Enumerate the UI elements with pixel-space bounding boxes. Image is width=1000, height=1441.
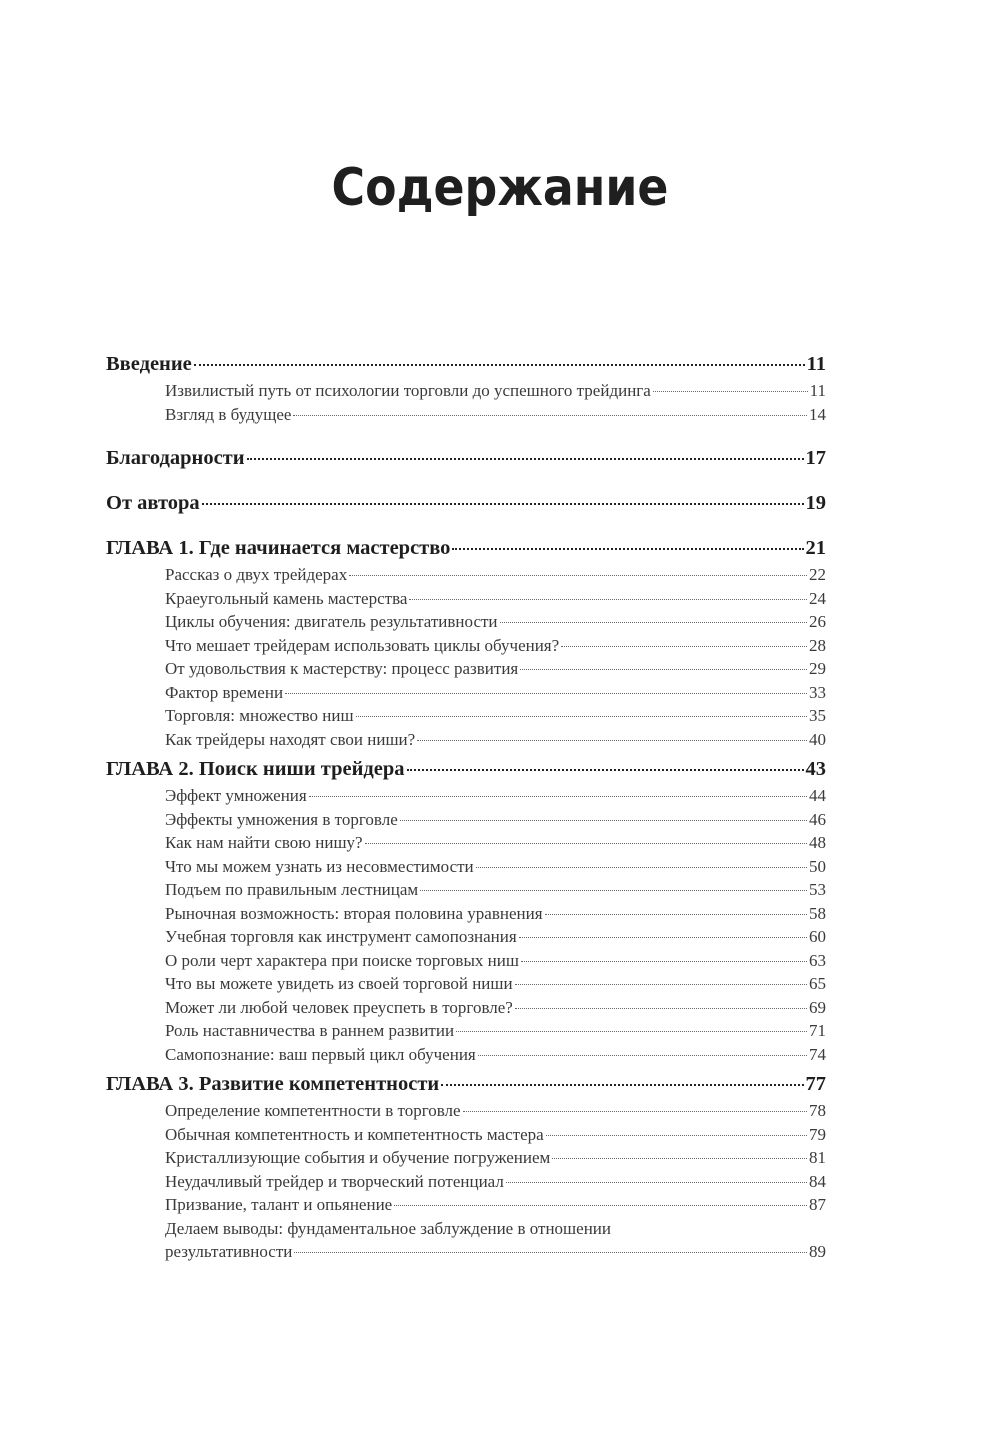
toc-entry-page: 63 — [809, 950, 826, 970]
dot-leader — [519, 937, 807, 938]
toc-entry-page: 19 — [805, 492, 826, 514]
toc-subentry[interactable] — [106, 379, 826, 403]
toc-entry-page: 69 — [809, 997, 826, 1017]
dot-leader — [309, 796, 807, 797]
toc-entry-page: 40 — [809, 729, 826, 749]
toc-entry-chapter-2[interactable] — [106, 755, 826, 784]
toc-entry-page: 14 — [809, 404, 826, 424]
toc-subentry[interactable] — [106, 563, 826, 587]
toc-entry-page: 43 — [805, 758, 826, 780]
toc-entry-page: 35 — [809, 706, 826, 725]
toc-subentry[interactable] — [106, 704, 826, 728]
dot-leader — [202, 503, 804, 505]
toc-entry-label: Извилистый путь от психологии торговли до успешного трейдинга — [165, 381, 651, 400]
dot-leader — [515, 1008, 807, 1009]
toc-subentry[interactable] — [106, 403, 826, 427]
dot-leader — [194, 364, 805, 366]
toc-entry-page: 89 — [809, 1242, 826, 1261]
toc-entry-label: Торговля: множество ниш — [165, 706, 354, 725]
dot-leader — [521, 961, 807, 962]
toc-entry-label: Эффект умножения — [165, 786, 307, 805]
toc-subentry[interactable] — [106, 878, 826, 902]
toc-entry-label: Роль наставничества в раннем развитии — [165, 1021, 455, 1040]
toc-entry-label: Может ли любой человек преуспеть в торговле? — [165, 997, 513, 1017]
toc-entry-label: результативности — [165, 1242, 293, 1261]
toc-entry-page: 65 — [809, 974, 826, 993]
toc-subentry[interactable] — [106, 784, 826, 808]
dot-leader — [561, 646, 807, 647]
toc-entry-page: 60 — [809, 927, 826, 946]
toc-subentry[interactable] — [106, 1193, 826, 1217]
dot-leader — [356, 716, 807, 717]
toc-subentry[interactable] — [106, 925, 826, 949]
toc-subentry[interactable] — [106, 831, 826, 855]
toc-entry-label: Делаем выводы: фундаментальное заблуждение в отношении — [165, 1218, 611, 1238]
toc-entry-from-author[interactable] — [106, 489, 826, 518]
toc-entry-page: 84 — [809, 1171, 826, 1191]
toc-entry-page: 26 — [809, 612, 826, 631]
toc-entry-page: 71 — [809, 1021, 826, 1040]
dot-leader — [456, 1031, 807, 1032]
toc-entry-acknowledgements[interactable] — [106, 444, 826, 473]
toc-entry-page: 58 — [809, 903, 826, 923]
toc-subentry[interactable] — [106, 610, 826, 634]
toc-entry-label: Что мы можем узнать из несовместимости — [165, 856, 474, 876]
toc-entry-label: Взгляд в будущее — [165, 404, 292, 424]
dot-leader — [545, 914, 807, 915]
toc-entry-label: Краеугольный камень мастерства — [165, 588, 408, 608]
toc-entry-label: Введение — [106, 353, 192, 375]
toc-subentry[interactable] — [106, 681, 826, 705]
toc-subentry[interactable] — [106, 808, 826, 832]
toc-subentry[interactable] — [106, 728, 826, 752]
toc-entry-label: Циклы обучения: двигатель результативности — [165, 612, 498, 631]
toc-entry-page: 44 — [809, 786, 826, 805]
dot-leader — [653, 391, 808, 392]
toc-subentry[interactable] — [106, 657, 826, 681]
toc-entry-page: 79 — [809, 1124, 826, 1144]
toc-entry-label: Рассказ о двух трейдерах — [165, 565, 348, 584]
dot-leader — [394, 1205, 807, 1206]
dot-leader — [400, 820, 807, 821]
toc-entry-label: Подъем по правильным лестницам — [165, 880, 419, 899]
dot-leader — [500, 622, 807, 623]
dot-leader — [407, 769, 804, 771]
toc-entry-label: Что вы можете увидеть из своей торговой ниши — [165, 974, 513, 993]
toc-entry-page: 87 — [809, 1195, 826, 1214]
dot-leader — [506, 1182, 807, 1183]
dot-leader — [463, 1111, 807, 1112]
toc-subentry-line2[interactable] — [106, 1240, 826, 1264]
dot-leader — [546, 1135, 807, 1136]
toc-entry-label: Фактор времени — [165, 682, 284, 702]
toc-entry-label: Эффекты умножения в торговле — [165, 809, 398, 829]
toc-entry-page: 78 — [809, 1101, 826, 1120]
toc-entry-page: 53 — [809, 880, 826, 899]
toc-entry-label: Как трейдеры находят свои ниши? — [165, 729, 416, 749]
toc-entry-page: 74 — [809, 1044, 826, 1064]
toc-entry-label: Неудачливый трейдер и творческий потенциал — [165, 1171, 504, 1191]
toc-entry-label: ГЛАВА 2. Поиск ниши трейдера — [106, 758, 405, 780]
dot-leader — [515, 984, 807, 985]
toc-entry-label: Благодарности — [106, 447, 245, 469]
dot-leader — [247, 458, 804, 460]
toc-entry-label: От удовольствия к мастерству: процесс развития — [165, 659, 519, 678]
dot-leader — [552, 1158, 807, 1159]
toc-entry-label: ГЛАВА 1. Где начинается мастерство — [106, 537, 451, 559]
toc-entry-label: От автора — [106, 492, 200, 514]
toc-subentry[interactable] — [106, 949, 826, 973]
toc-entry-page: 11 — [806, 353, 826, 375]
toc-subentry[interactable] — [106, 1043, 826, 1067]
dot-leader — [417, 740, 807, 741]
toc-entry-label: Обычная компетентность и компетентность мастера — [165, 1124, 544, 1144]
page-title: Содержание — [331, 158, 669, 218]
toc-entry-page: 48 — [809, 833, 826, 852]
toc-subentry[interactable] — [106, 902, 826, 926]
dot-leader — [409, 599, 807, 600]
toc-entry-page: 33 — [809, 682, 826, 702]
dot-leader — [476, 867, 807, 868]
toc-entry-label: О роли черт характера при поиске торговых ниш — [165, 950, 519, 970]
toc-entry-page: 21 — [805, 537, 826, 559]
toc-entry-page: 22 — [809, 565, 826, 584]
dot-leader — [293, 415, 807, 416]
toc-subentry-line1[interactable] — [106, 1217, 826, 1241]
toc-entry-label: ГЛАВА 3. Развитие компетентности — [106, 1073, 440, 1095]
toc-entry-label: Как нам найти свою нишу? — [165, 833, 363, 852]
toc-subentry[interactable] — [106, 1019, 826, 1043]
toc-entry-page: 11 — [809, 381, 826, 400]
toc-entry-label: Кристаллизующие события и обучение погружением — [165, 1148, 551, 1167]
toc-entry-page: 24 — [809, 588, 826, 608]
table-of-contents — [106, 350, 826, 1264]
dot-leader — [420, 890, 807, 891]
toc-subentry[interactable] — [106, 1099, 826, 1123]
toc-entry-page: 46 — [809, 809, 826, 829]
dot-leader — [285, 693, 807, 694]
toc-entry-intro[interactable] — [106, 350, 826, 379]
toc-entry-label: Определение компетентности в торговле — [165, 1101, 461, 1120]
toc-entry-chapter-1[interactable] — [106, 534, 826, 563]
toc-entry-page: 81 — [809, 1148, 826, 1167]
toc-entry-label: Самопознание: ваш первый цикл обучения — [165, 1044, 476, 1064]
dot-leader — [441, 1084, 803, 1086]
toc-entry-page: 50 — [809, 856, 826, 876]
toc-subentry[interactable] — [106, 972, 826, 996]
toc-subentry[interactable] — [106, 855, 826, 879]
toc-subentry[interactable] — [106, 1123, 826, 1147]
toc-subentry[interactable] — [106, 996, 826, 1020]
dot-leader — [520, 669, 807, 670]
toc-subentry[interactable] — [106, 587, 826, 611]
dot-leader — [478, 1055, 807, 1056]
toc-entry-page: 77 — [805, 1073, 826, 1095]
toc-subentry[interactable] — [106, 634, 826, 658]
toc-entry-page: 29 — [809, 659, 826, 678]
toc-entry-label: Что мешает трейдерам использовать циклы обучения? — [165, 635, 560, 655]
toc-entry-chapter-3[interactable] — [106, 1070, 826, 1099]
toc-entry-page: 17 — [805, 447, 826, 469]
toc-entry-page: 28 — [809, 635, 826, 655]
dot-leader — [349, 575, 807, 576]
dot-leader — [365, 843, 807, 844]
toc-entry-label: Рыночная возможность: вторая половина уравнения — [165, 903, 543, 923]
toc-subentry[interactable] — [106, 1170, 826, 1194]
toc-entry-label: Призвание, талант и опьянение — [165, 1195, 393, 1214]
toc-subentry[interactable] — [106, 1146, 826, 1170]
dot-leader — [452, 548, 803, 550]
dot-leader — [294, 1252, 807, 1253]
toc-entry-label: Учебная торговля как инструмент самопознания — [165, 927, 517, 946]
